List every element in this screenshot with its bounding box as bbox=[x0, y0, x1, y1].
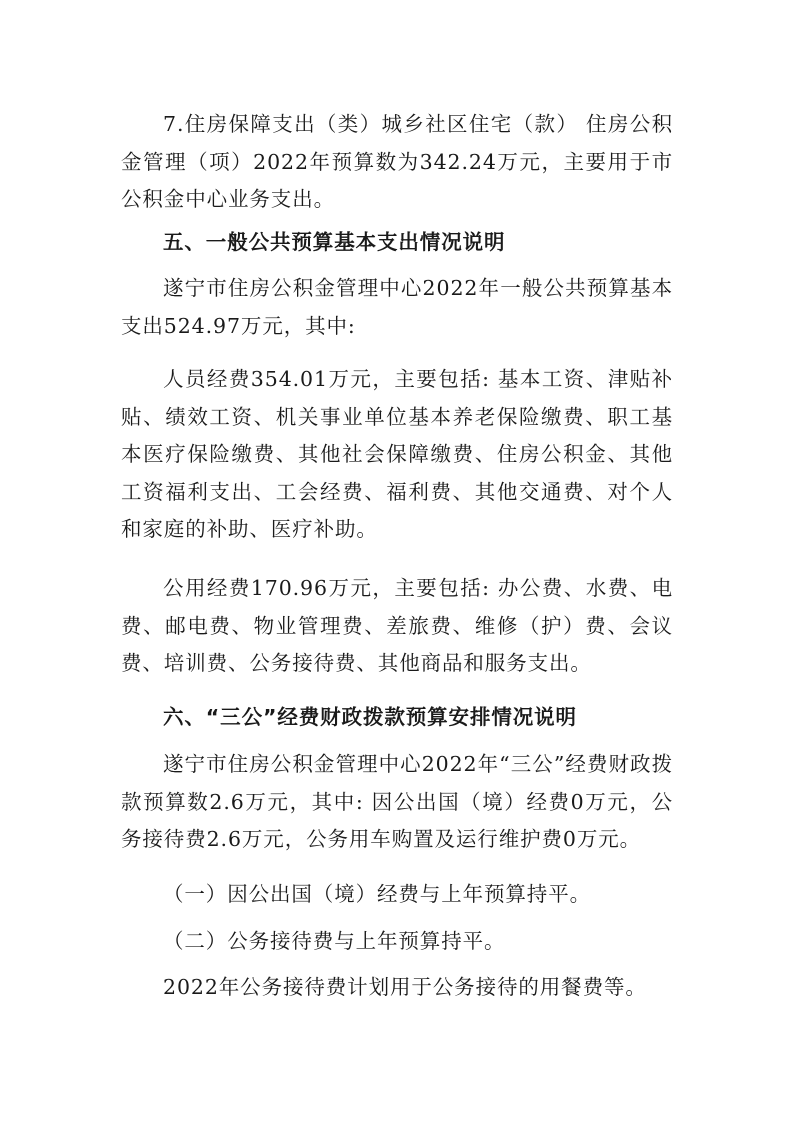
section-heading-three-public-expenses: 六、“三公”经费财政拨款预算安排情况说明 bbox=[163, 705, 577, 729]
paragraph-reception-plan: 2022年公务接待费计划用于公务接待的用餐费等。 bbox=[163, 975, 647, 999]
paragraph-housing-fund-expenditure: 7.住房保障支出（类）城乡社区住宅（款） 住房公积金管理（项）2022年预算数为342.24万元，主要用于市公积金中心业务支出。 bbox=[121, 112, 673, 211]
paragraph-overseas-travel-note: （一）因公出国（境）经费与上年预算持平。 bbox=[163, 882, 591, 906]
paragraph-personnel-expenses: 人员经费354.01万元，主要包括: 基本工资、津贴补贴、绩效工资、机关事业单位基本养老保险缴费、职工基本医疗保险缴费、其他社会保障缴费、住房公积金、其他工资福利支出、工会经费、福利费、其他交通费、对个人和家庭的补助、医疗补助。 bbox=[121, 367, 673, 541]
paragraph-public-expenses: 公用经费170.96万元，主要包括: 办公费、水费、电费、邮电费、物业管理费、差旅费、维修（护）费、会议费、培训费、公务接待费、其他商品和服务支出。 bbox=[121, 576, 673, 675]
paragraph-three-public-budget: 遂宁市住房公积金管理中心2022年“三公”经费财政拨款预算数2.6万元，其中: 因公出国（境）经费0万元，公务接待费2.6万元，公务用车购置及运行维护费0万元。 bbox=[121, 752, 673, 851]
paragraph-reception-note: （二）公务接待费与上年预算持平。 bbox=[163, 929, 506, 953]
paragraph-basic-expenditure-total: 遂宁市住房公积金管理中心2022年一般公共预算基本支出524.97万元，其中: bbox=[121, 276, 673, 338]
section-heading-basic-expenditure: 五、一般公共预算基本支出情况说明 bbox=[163, 230, 506, 254]
